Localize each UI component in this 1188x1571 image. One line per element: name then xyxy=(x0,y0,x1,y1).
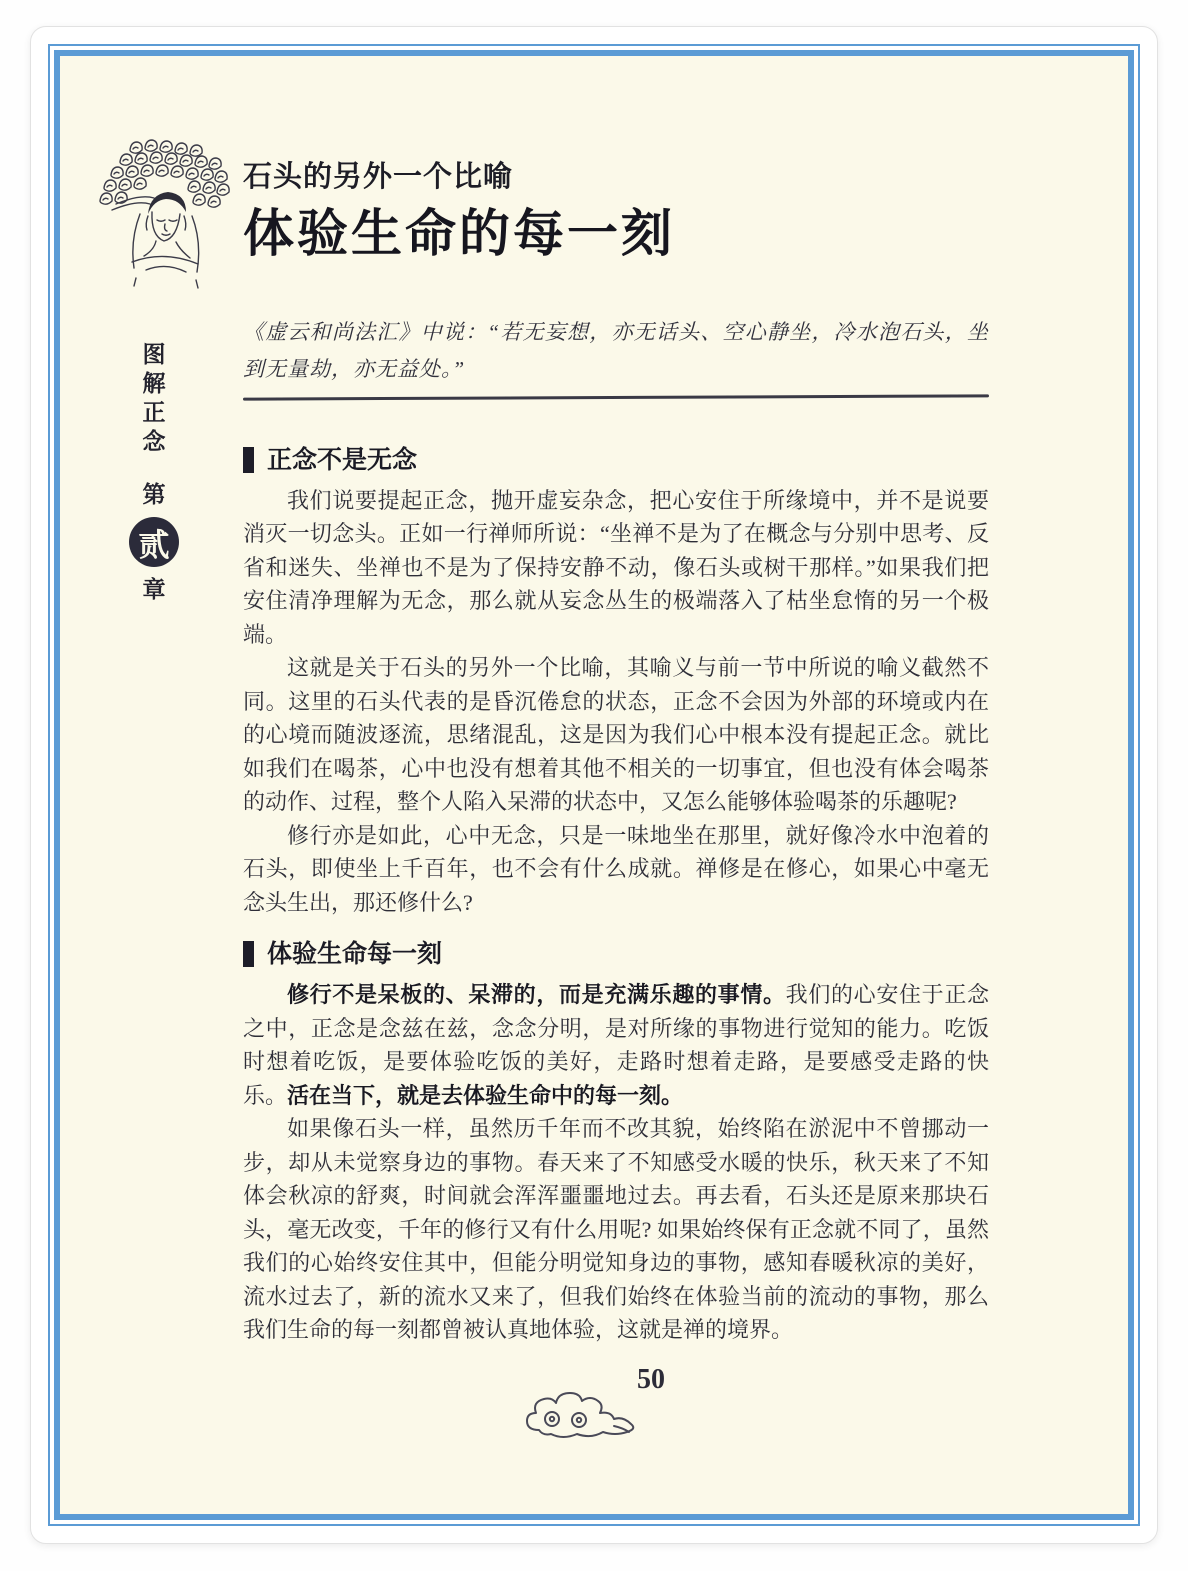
heading-marker-icon xyxy=(243,447,254,473)
chapter-sidebar xyxy=(134,340,174,604)
page-content-area xyxy=(54,50,1134,1520)
heading-marker-icon xyxy=(243,941,254,967)
book-title-char: 念 xyxy=(142,428,166,454)
chapter-prefix: 第 xyxy=(142,481,166,507)
divider-line xyxy=(243,394,989,400)
section-experience-every-moment xyxy=(243,939,989,1347)
section-heading-label: 体验生命每一刻 xyxy=(267,940,443,969)
paragraph: 这就是关于石头的另外一个比喻，其喻义与前一节中所说的喻义截然不同。这里的石头代表的是昏沉倦怠的状态，正念不会因为外部的环境或内在的心境而随波逐流，思绪混乱，这是因为我们心中根本没有提起正念。就比如我们在喝茶，心中也没有想着其他不相关的一切事宜，但也没有体会喝茶的动作、过程，整个人陷入呆滞的状态中，又怎么能够体验喝茶的乐趣呢? xyxy=(243,655,989,815)
outer-blue-frame xyxy=(48,44,1140,1526)
section-heading-label: 正念不是无念 xyxy=(267,445,418,474)
main-text-column xyxy=(243,160,989,1347)
chapter-suffix: 章 xyxy=(142,576,166,602)
section-heading xyxy=(243,445,989,475)
section-subtitle: 石头的另外一个比喻 xyxy=(243,161,514,193)
paragraph: 我们说要提起正念，抛开虚妄杂念，把心安住于所缘境中，并不是说要消灭一切念头。正如一行禅师所说：“坐禅不是为了在概念与分别中思考、反省和迷失、坐禅也不是为了保持安静不动，像石头或树干那样。”如果我们把安住清净理解为无念，那么就从妄念丛生的极端落入了枯坐怠惰的另一个极端。 xyxy=(243,487,989,647)
bodhisattva-illustration-icon xyxy=(96,138,238,308)
auspicious-cloud-icon xyxy=(519,1386,637,1444)
page-number: 50 xyxy=(637,1364,665,1395)
book-title-char: 解 xyxy=(142,370,166,396)
opening-quote: 《虚云和尚法汇》中说：“若无妄想，亦无话头、空心静坐，冷水泡石头，坐到无量劫，亦无益处。” xyxy=(243,319,989,381)
book-title-char: 正 xyxy=(142,399,166,425)
body-run: 我们的心安住于正念之中，正念是念兹在兹，念念分明，是对所缘的事物进行觉知的能力。吃饭时想着吃饭，是要体验吃饭的美好，走路时想着走路，是要感受走路的快乐。 xyxy=(243,982,989,1108)
book-title-char: 图 xyxy=(142,341,166,367)
bold-lead-text: 修行不是呆板的、呆滞的，而是充满乐趣的事情。 xyxy=(287,982,786,1008)
section-heading xyxy=(243,939,989,969)
chapter-number-badge: 贰 xyxy=(129,517,179,567)
paragraph: 如果像石头一样，虽然历千年而不改其貌，始终陷在淤泥中不曾挪动一步，却从未觉察身边的事物。春天来了不知感受水暖的快乐，秋天来了不知体会秋凉的舒爽，时间就会浑浑噩噩地过去。再去看，石头还是原来那块石头，毫无改变，千年的修行又有什么用呢? 如果始终保有正念就不同了，虽然我们的心始终安住其中，但能分明觉知身边的事物，感知春暖秋凉的美好，流水过去了，新的流水又来了，但我们始终在体验当前的流动的事物，那么我们生命的每一刻都曾被认真地体验，这就是禅的境界。 xyxy=(243,1116,989,1343)
section-mindfulness-not-no-thought xyxy=(243,445,989,920)
page-title: 体验生命的每一刻 xyxy=(243,206,676,263)
paragraph: 修行亦是如此，心中无念，只是一味地坐在那里，就好像冷水中泡着的石头，即使坐上千百年，也不会有什么成就。禅修是在修心，如果心中毫无念头生出，那还修什么? xyxy=(243,822,989,915)
book-page-card xyxy=(30,26,1158,1544)
bold-tail-text: 活在当下，就是去体验生命中的每一刻。 xyxy=(287,1082,684,1108)
page-footer xyxy=(60,1364,1128,1446)
paragraph-rich xyxy=(243,978,989,1112)
